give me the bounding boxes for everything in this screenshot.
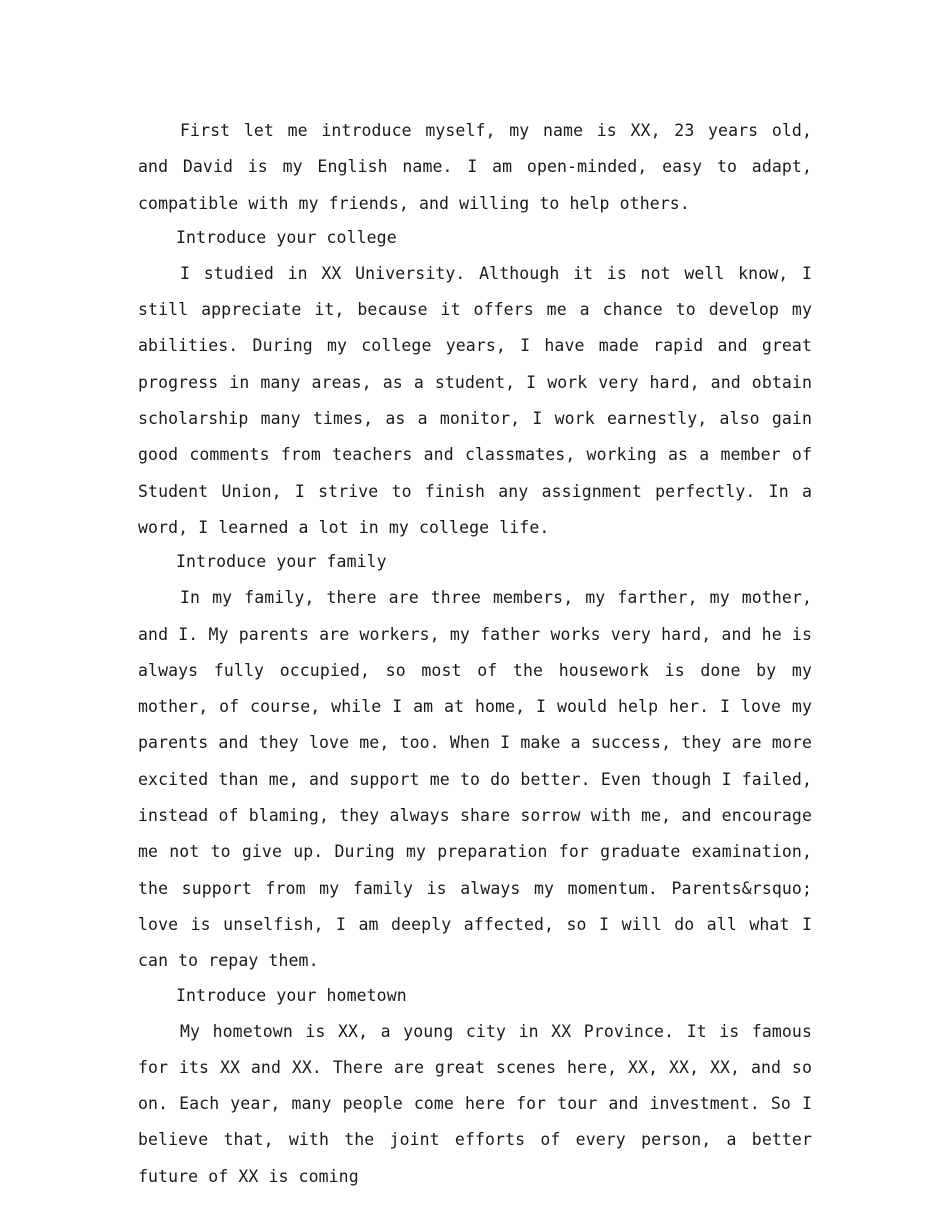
family-heading: Introduce your family — [176, 552, 387, 572]
college-paragraph: I studied in XX University. Although it is not well know, I still appreciate it, because it offers me a chance to develop my abilities. During my college years, I have made rapid and great progress in many areas, as a student, I work very hard, and obtain scholarship many times, as a monitor, I work earnestly, also gain good comments from teachers and classmates, working as a member of Student Union, I strive to finish any assignment perfectly. In a word, I learned a lot in my college life. — [138, 263, 812, 537]
document-page — [138, 113, 812, 1195]
family-paragraph: In my family, there are three members, my farther, my mother, and I. My parents are workers, my father works very hard, and he is always fully occupied, so most of the housework is done by my mother, of course, while I am at home, I would help her. I love my parents and they love me, too. When I make a success, they are more excited than me, and support me to do better. Even though I failed, instead of blaming, they always share sorrow with me, and encourage me not to give up. During my preparation for graduate examination, the support from my family is always my momentum. Parents&rsquo; love is unselfish, I am deeply affected, so I will do all what I can to repay them. — [138, 588, 812, 971]
intro-paragraph: First let me introduce myself, my name is XX, 23 years old, and David is my English name. I am open-minded, easy to adapt, compatible with my friends, and willing to help others. — [138, 121, 812, 213]
college-heading: Introduce your college — [176, 227, 397, 247]
hometown-paragraph: My hometown is XX, a young city in XX Province. It is famous for its XX and XX. There are great scenes here, XX, XX, XX, and so on. Each year, many people come here for tour and investment. So I believe that, with the joint efforts of every person, a better future of XX is coming — [138, 1021, 812, 1186]
hometown-heading: Introduce your hometown — [176, 985, 407, 1005]
